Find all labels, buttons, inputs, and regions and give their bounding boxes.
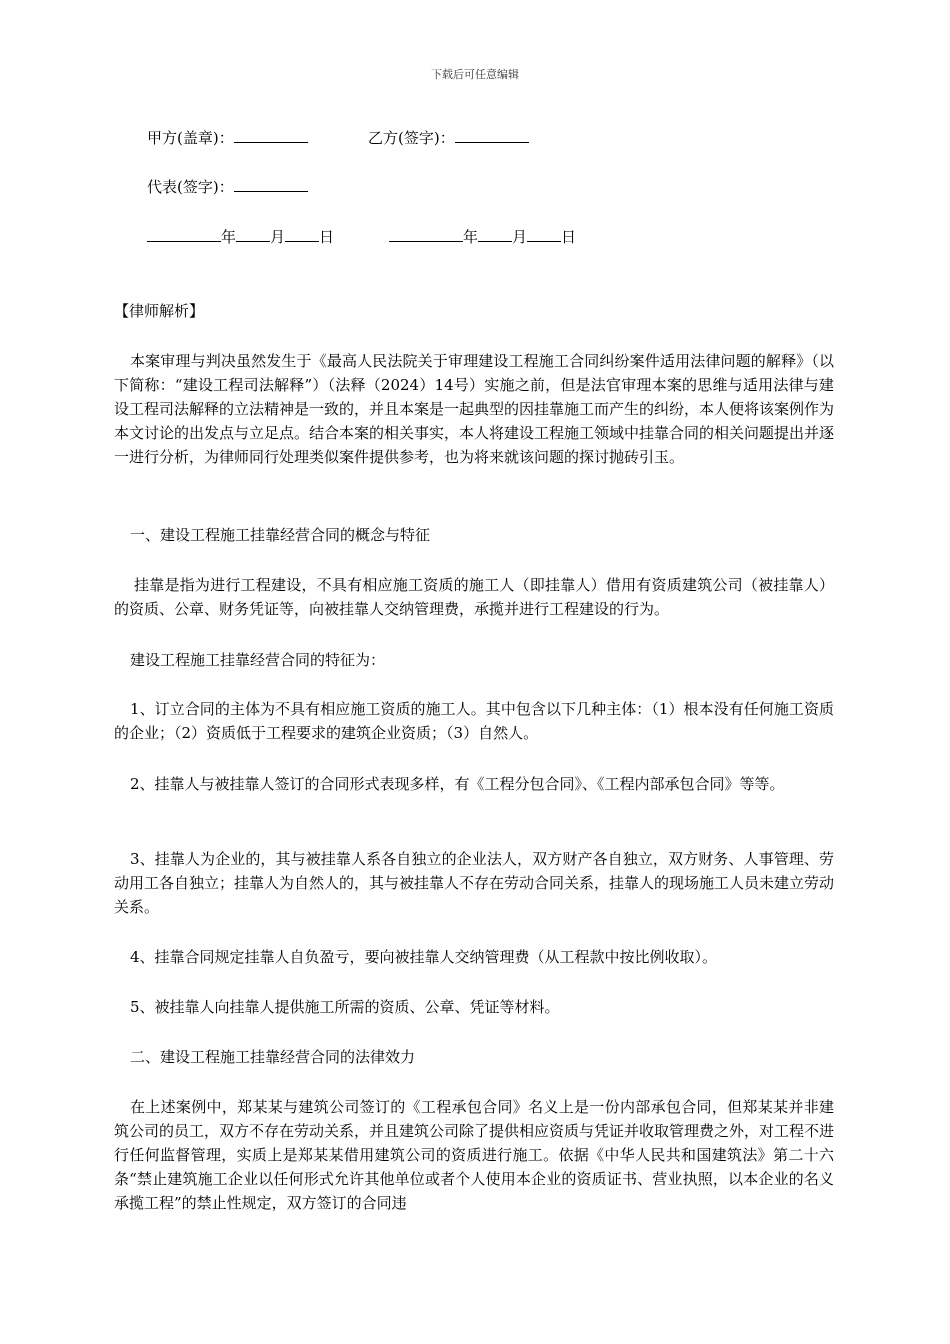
month-label: 月 bbox=[270, 228, 286, 246]
year-label: 年 bbox=[221, 228, 237, 246]
day-blank bbox=[285, 227, 319, 242]
representative-blank bbox=[234, 177, 308, 192]
date-line-b bbox=[389, 227, 576, 247]
paragraph-affiliation-definition: 挂靠是指为进行工程建设，不具有相应施工资质的施工人（即挂靠人）借用有资质建筑公司（被挂靠人）的资质、公章、财务凭证等，向被挂靠人交纳管理费，承揽并进行工程建设的行为。 bbox=[114, 576, 834, 618]
day-label: 日 bbox=[561, 228, 577, 246]
party-a-signature-line bbox=[147, 128, 308, 148]
day-label: 日 bbox=[319, 228, 335, 246]
month-label: 月 bbox=[512, 228, 528, 246]
year-blank bbox=[147, 227, 221, 242]
party-b-blank bbox=[455, 128, 529, 143]
party-a-label: 甲方(盖章)： bbox=[147, 129, 234, 147]
page-header-note: 下载后可任意编辑 bbox=[431, 68, 519, 81]
paragraph-legal-effect: 在上述案例中，郑某某与建筑公司签订的《工程承包合同》名义上是一份内部承包合同，但郑某某并非建筑公司的员工，双方不存在劳动关系，并且建筑公司除了提供相应资质与凭证并收取管理费之外，对工程不进行任何监督管理，实质上是郑某某借用建筑公司的资质进行施工。依据《中华人民共和国建筑法》第二十六条“禁止建筑施工企业以任何形式允许其他单位或者个人使用本企业的资质证书、营业执照，以本企业的名义承揽工程”的禁止性规定，双方签订的合同违 bbox=[114, 1098, 835, 1212]
party-b-signature-line bbox=[368, 128, 529, 148]
feature-item-4: 4、挂靠合同规定挂靠人自负盈亏，要向被挂靠人交纳管理费（从工程款中按比例收取）。 bbox=[130, 948, 718, 966]
feature-item-1: 1、订立合同的主体为不具有相应施工资质的施工人。其中包含以下几种主体：（1）根本没有任何施工资质的企业；（2）资质低于工程要求的建筑企业资质；（3）自然人。 bbox=[114, 700, 834, 742]
year-label: 年 bbox=[463, 228, 479, 246]
party-a-blank bbox=[234, 128, 308, 143]
year-blank bbox=[389, 227, 463, 242]
date-line-a bbox=[147, 227, 334, 247]
month-blank bbox=[478, 227, 512, 242]
paragraph-case-analysis: 本案审理与判决虽然发生于《最高人民法院关于审理建设工程施工合同纠纷案件适用法律问题的解释》（以下简称：“建设工程司法解释”）（法释（2024）14号）实施之前，但是法官审理本案的思维与适用法律与建设工程司法解释的立法精神是一致的，并且本案是一起典型的因挂靠施工而产生的纠纷，本人便将该案例作为本文讨论的出发点与立足点。结合本案的相关事实，本人将建设工程施工领域中挂靠合同的相关问题提出并逐一进行分析，为律师同行处理类似案件提供参考，也为将来就该问题的探讨抛砖引玉。 bbox=[114, 352, 835, 466]
feature-item-2: 2、挂靠人与被挂靠人签订的合同形式表现多样，有《工程分包合同》、《工程内部承包合同》等等。 bbox=[130, 775, 785, 793]
section-title: 【律师解析】 bbox=[114, 302, 205, 320]
heading-legal-effect: 二、建设工程施工挂靠经营合同的法律效力 bbox=[130, 1048, 416, 1066]
representative-signature-line bbox=[147, 177, 308, 197]
heading-features-intro: 建设工程施工挂靠经营合同的特征为： bbox=[130, 651, 386, 669]
feature-item-3: 3、挂靠人为企业的，其与被挂靠人系各自独立的企业法人，双方财产各自独立，双方财务、人事管理、劳动用工各自独立；挂靠人为自然人的，其与被挂靠人不存在劳动合同关系，挂靠人的现场施工人员未建立劳动关系。 bbox=[114, 850, 835, 916]
feature-item-5: 5、被挂靠人向挂靠人提供施工所需的资质、公章、凭证等材料。 bbox=[130, 998, 560, 1016]
representative-label: 代表(签字)： bbox=[147, 178, 234, 196]
party-b-label: 乙方(签字)： bbox=[368, 129, 455, 147]
heading-concept-features: 一、建设工程施工挂靠经营合同的概念与特征 bbox=[130, 526, 431, 544]
day-blank bbox=[527, 227, 561, 242]
month-blank bbox=[236, 227, 270, 242]
